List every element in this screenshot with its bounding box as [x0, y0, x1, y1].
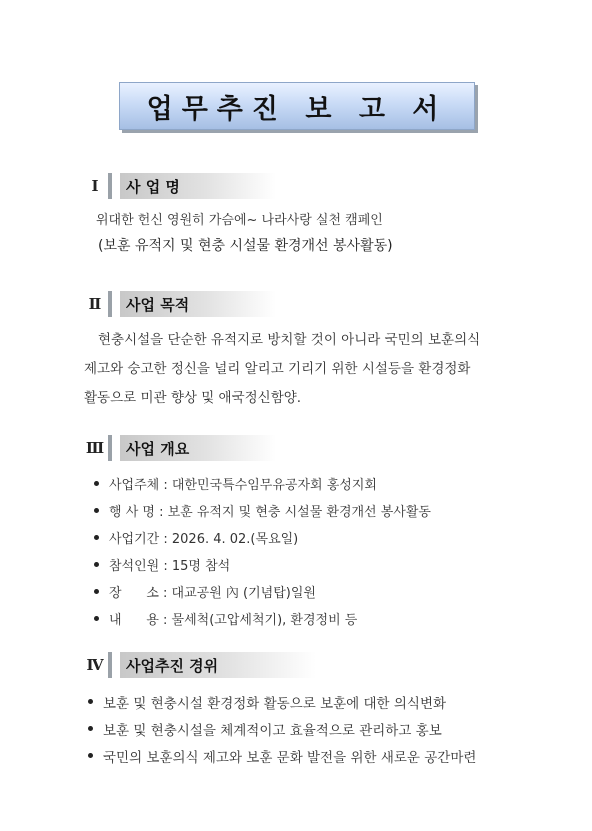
section-heading: 사업추진 경위 — [120, 652, 316, 678]
overview-item: 참석인원 : 15명 참석 — [109, 559, 231, 574]
list-item — [88, 715, 476, 742]
overview-list — [94, 470, 431, 632]
overview-item: 사업기간 : 2026. 4. 02.(목요일) — [109, 532, 299, 547]
list-item — [94, 551, 431, 578]
background-item: 국민의 보훈의식 제고와 보훈 문화 발전을 위한 새로운 공간마련 — [103, 749, 477, 766]
section-divider — [108, 435, 112, 461]
overview-item: 사업주체 : 대한민국특수임무유공자회 홍성지회 — [109, 478, 377, 493]
purpose-paragraph — [84, 326, 554, 413]
section-number: Ⅰ — [91, 177, 99, 195]
overview-item: 장 소 : 대교공원 內 (기념탑)일원 — [109, 586, 316, 601]
title-banner — [119, 82, 475, 130]
background-item: 보훈 및 현충시설을 체계적이고 효율적으로 관리하고 홍보 — [103, 722, 442, 739]
section-heading: 사업 목적 — [120, 291, 276, 317]
section-divider — [108, 652, 112, 678]
section-4-header — [84, 650, 316, 680]
list-item — [94, 578, 431, 605]
list-item — [94, 524, 431, 551]
bullet-icon — [94, 589, 99, 594]
list-item — [94, 497, 431, 524]
list-item — [94, 470, 431, 497]
bullet-icon — [88, 753, 93, 758]
background-item: 보훈 및 현충시설 환경정화 활동으로 보훈에 대한 의식변화 — [103, 695, 447, 712]
purpose-line: 활동으로 미관 향상 및 애국정신함양. — [84, 390, 302, 406]
list-item — [94, 605, 431, 632]
list-item — [88, 742, 476, 769]
overview-item: 행 사 명 : 보훈 유적지 및 현충 시설물 환경개선 봉사활동 — [109, 505, 431, 520]
bullet-icon — [94, 481, 99, 486]
section-number: Ⅳ — [86, 656, 104, 674]
project-name-line2: (보훈 유적지 및 현충 시설물 환경개선 봉사활동) — [98, 238, 393, 254]
bullet-icon — [88, 726, 93, 731]
section-heading: 사업 개요 — [120, 435, 276, 461]
document-title: 업무추진 보 고 서 — [146, 93, 448, 125]
purpose-line: 제고와 숭고한 정신을 널리 알리고 기리기 위한 시설등을 환경정화 — [84, 361, 471, 377]
bullet-icon — [94, 616, 99, 621]
section-heading: 사 업 명 — [120, 173, 276, 199]
section-1-header — [84, 171, 276, 201]
bullet-icon — [94, 508, 99, 513]
bullet-icon — [94, 562, 99, 567]
project-name-line1: 위대한 헌신 영원히 가슴에~ 나라사랑 실천 캠페인 — [96, 213, 383, 228]
section-2-header — [84, 289, 276, 319]
section-divider — [108, 173, 112, 199]
section-3-header — [84, 433, 276, 463]
list-item — [88, 688, 476, 715]
bullet-icon — [88, 699, 93, 704]
section-number: Ⅱ — [88, 295, 102, 313]
bullet-icon — [94, 535, 99, 540]
purpose-line: 현충시설을 단순한 유적지로 방치할 것이 아니라 국민의 보훈의식 — [98, 332, 481, 348]
overview-item: 내 용 : 물세척(고압세척기), 환경정비 등 — [109, 613, 358, 628]
section-number: Ⅲ — [85, 439, 105, 457]
section-divider — [108, 291, 112, 317]
background-list — [88, 688, 476, 769]
